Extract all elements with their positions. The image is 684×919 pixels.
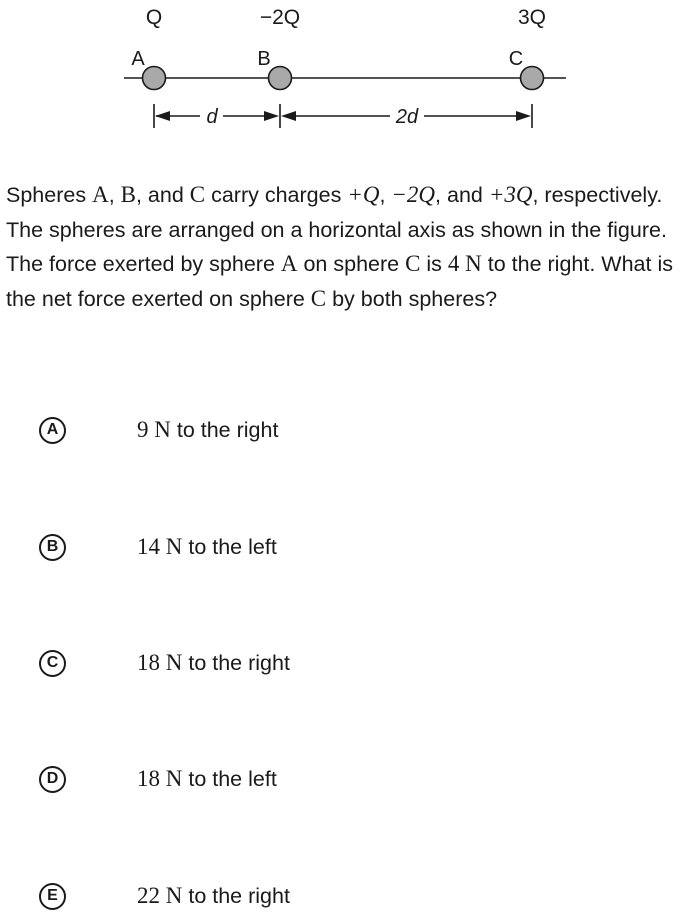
choice-e[interactable] bbox=[39, 879, 290, 913]
distance-label-d: d bbox=[206, 106, 218, 128]
charge-label-a: Q bbox=[145, 6, 163, 29]
choice-a-text: 9 N to the right bbox=[137, 417, 279, 442]
choice-a[interactable] bbox=[39, 413, 279, 447]
sphere-name-a: A bbox=[131, 48, 145, 70]
sphere-a bbox=[143, 67, 166, 90]
choice-d-bubble[interactable]: D bbox=[39, 766, 66, 793]
choice-c-bubble[interactable]: C bbox=[39, 650, 66, 677]
sphere-b bbox=[269, 67, 292, 90]
choice-c-text: 18 N to the right bbox=[137, 650, 290, 675]
choice-b-text: 14 N to the left bbox=[137, 534, 277, 559]
sphere-c bbox=[521, 67, 544, 90]
choice-e-text: 22 N to the right bbox=[137, 883, 290, 908]
choice-e-bubble[interactable]: E bbox=[39, 883, 66, 910]
choice-d-text: 18 N to the left bbox=[137, 766, 277, 791]
choice-a-bubble[interactable]: A bbox=[39, 417, 66, 444]
charge-arrangement-figure bbox=[0, 0, 684, 140]
sphere-name-c: C bbox=[508, 48, 524, 70]
charge-label-b: −2Q bbox=[259, 6, 301, 29]
choice-b-bubble[interactable]: B bbox=[39, 534, 66, 561]
question-text: Spheres A, B, and C carry charges +Q, −2Q, and +3Q, respectively. The spheres are arranged on a horizontal axis as shown in the figure. The force exerted by sphere A on sphere C is 4 N to the right. What is the net force exerted on sphere C by both spheres? bbox=[6, 182, 673, 311]
choice-d[interactable] bbox=[39, 762, 277, 796]
distance-label-2d: 2d bbox=[395, 106, 419, 128]
charge-label-c: 3Q bbox=[517, 6, 547, 29]
sphere-name-b: B bbox=[257, 48, 271, 70]
choice-b[interactable] bbox=[39, 530, 277, 564]
choice-c[interactable] bbox=[39, 646, 290, 680]
